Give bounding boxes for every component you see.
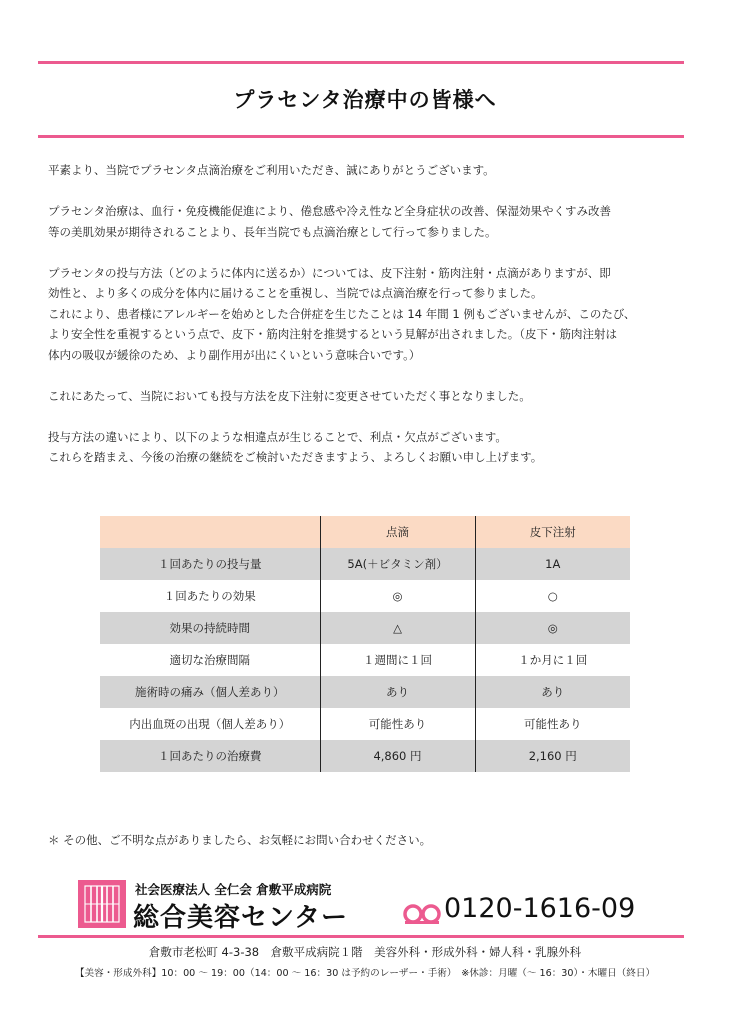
table-cell: 5A(＋ビタミン剤） (320, 548, 475, 580)
freedial-icon (403, 903, 441, 925)
body-paragraph (48, 201, 683, 242)
table-cell: 可能性あり (320, 708, 475, 740)
table-row-label: 施術時の痛み（個人差あり） (135, 685, 285, 699)
body-line: 投与方法の違いにより、以下のような相違点が生じることで、利点・欠点がございます。 (48, 429, 507, 444)
table-cell: あり (320, 676, 475, 708)
page-title: プラセンタ治療中の皆様へ (233, 87, 497, 112)
body-line: プラセンタ治療は、血行・免疫機能促進により、倦怠感や冷え性など全身症状の改善、保湿効果やくすみ改善 (48, 204, 612, 218)
table-cell: あり (475, 676, 630, 708)
table-row-label: 内出血斑の出現（個人差あり） (129, 717, 291, 731)
table-header-cell: 皮下注射 (475, 516, 630, 548)
body-paragraph (48, 263, 683, 366)
body-text (48, 160, 683, 468)
business-hours: 【美容・形成外科】10：00 ～ 19：00（14：00 ～ 16：30 は予約のレーザー・手術） ※休診：月曜（～ 16：30）・木曜日（終日） (74, 968, 656, 979)
organization-name: 社会医療法人 全仁会 倉敷平成病院 (135, 882, 332, 897)
body-line: これにより、患者様にアレルギーを始めとした合併症を生じたことは 14 年間 1 例もございませんが、このたび、 (48, 306, 636, 321)
body-line: これにあたって、当院においても投与方法を皮下注射に変更させていただく事となりました。 (48, 388, 531, 403)
table-cell: 4,860 円 (320, 740, 475, 772)
table-row (100, 548, 630, 580)
table-row-label: 適切な治療間隔 (169, 653, 250, 667)
body-line: プラセンタの投与方法（どのように体内に送るか）については、皮下注射・筋肉注射・点滴がありますが、即 (48, 265, 611, 280)
body-line: 体内の吸収が緩徐のため、より副作用が出にくいという意味合いです。） (48, 347, 421, 362)
body-paragraph (48, 160, 683, 181)
table-row-label: 効果の持続時間 (169, 621, 250, 635)
table-header-cell (100, 516, 320, 548)
table-row (100, 708, 630, 740)
body-line: これらを踏まえ、今後の治療の継続をご検討いただきますよう、よろしくお願い申し上げます。 (48, 450, 543, 464)
footer-rule (38, 935, 684, 938)
table-cell: 2,160 円 (475, 740, 630, 772)
body-line: 平素より、当院でプラセンタ点滴治療をご利用いただき、誠にありがとうございます。 (48, 163, 495, 177)
table-header-cell: 点滴 (320, 516, 475, 548)
table-row (100, 740, 630, 772)
hospital-logo-icon (78, 880, 126, 928)
table-cell: ◎ (475, 612, 630, 644)
top-rule (38, 61, 684, 64)
table-row (100, 676, 630, 708)
table-cell: ◎ (320, 580, 475, 612)
center-name: 総合美容センター (133, 903, 348, 933)
comparison-table (100, 516, 630, 772)
body-line: 効性と、より多くの成分を体内に届けることを重視し、当院では点滴治療を行って参りました。 (48, 286, 543, 300)
body-paragraph (48, 427, 683, 468)
phone-number[interactable]: 0120-1616-09 (444, 893, 636, 924)
inquiry-note: ＊ その他、ご不明な点がありましたら、お気軽にお問い合わせください。 (48, 833, 432, 847)
body-paragraph (48, 386, 683, 407)
table-row-label: １回あたりの効果 (163, 589, 256, 603)
table-row-label: １回あたりの治療費 (158, 749, 262, 763)
title-rule (38, 135, 684, 138)
table-row-label: １回あたりの投与量 (158, 557, 262, 571)
address: 倉敷市老松町 4-3-38 倉敷平成病院１階 美容外科・形成外科・婦人科・乳腺外科 (148, 945, 582, 959)
table-row (100, 580, 630, 612)
table-cell: 1A (475, 548, 630, 580)
table-cell: １週間に１回 (320, 644, 475, 676)
body-line: より安全性を重視するという点で、皮下・筋肉注射を推奨するという見解が出されました。（皮下・筋肉注射は (48, 327, 618, 341)
table-cell: ○ (475, 580, 630, 612)
table-cell: １か月に１回 (475, 644, 630, 676)
body-line: 等の美肌効果が期待されることより、長年当院でも点滴治療として行って参りました。 (48, 224, 497, 239)
table-cell: 可能性あり (475, 708, 630, 740)
table-cell: △ (320, 612, 475, 644)
table-header-row (100, 516, 630, 548)
table-row (100, 612, 630, 644)
table-row (100, 644, 630, 676)
